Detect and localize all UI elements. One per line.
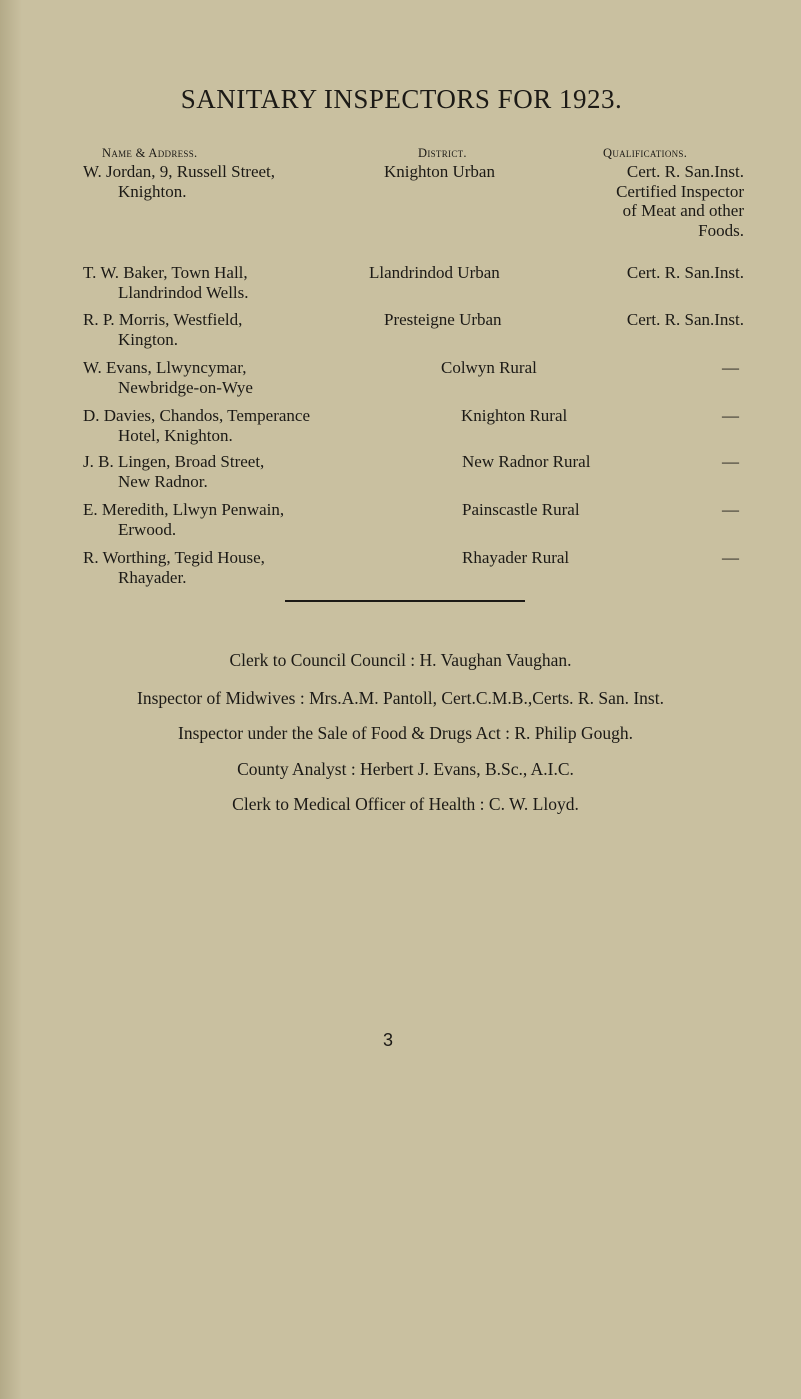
- qualifications: —: [722, 548, 739, 567]
- qualifications: —: [722, 358, 739, 377]
- qualifications: Cert. R. San.Inst.: [626, 263, 744, 282]
- district: Knighton Urban: [384, 162, 495, 181]
- footer-clerk-medical-officer: Clerk to Medical Officer of Health : C. W. Lloyd.: [232, 794, 579, 814]
- inspector-address: Newbridge-on-Wye: [118, 378, 253, 397]
- inspector-name: R. P. Morris, Westfield,: [83, 310, 243, 329]
- qualifications: Cert. R. San.Inst. Certified Inspector of Meat and other Foods.: [616, 162, 744, 240]
- inspector-name: W. Jordan, 9, Russell Street,: [83, 162, 276, 181]
- page-number: 3: [383, 1030, 394, 1050]
- qualifications: —: [722, 500, 739, 519]
- district: Llandrindod Urban: [369, 263, 500, 282]
- district: Painscastle Rural: [462, 500, 580, 519]
- inspector-name: R. Worthing, Tegid House,: [83, 548, 265, 567]
- inspector-address: Knighton.: [118, 182, 187, 201]
- district: Colwyn Rural: [441, 358, 537, 377]
- district: Rhayader Rural: [462, 548, 570, 567]
- qualifications: Cert. R. San.Inst.: [626, 310, 744, 329]
- footer-clerk-to-council: Clerk to Council Council : H. Vaughan Vaughan.: [229, 650, 572, 670]
- header-district: District.: [418, 146, 467, 160]
- inspector-address: Hotel, Knighton.: [118, 426, 233, 445]
- footer-food-drugs-inspector: Inspector under the Sale of Food & Drugs Act : R. Philip Gough.: [178, 723, 633, 743]
- header-name-address: Name & Address.: [102, 146, 198, 160]
- inspector-name: D. Davies, Chandos, Temperance: [83, 406, 310, 425]
- inspector-address: Erwood.: [118, 520, 177, 539]
- qualifications: —: [722, 452, 739, 471]
- footer-inspector-of-midwives: Inspector of Midwives : Mrs.A.M. Pantoll, Cert.C.M.B.,Certs. R. San. Inst.: [137, 688, 664, 708]
- inspector-address: New Radnor.: [118, 472, 208, 491]
- page-title: SANITARY INSPECTORS FOR 1923.: [180, 84, 623, 114]
- inspector-name: T. W. Baker, Town Hall,: [83, 263, 248, 282]
- divider-rule: [285, 600, 525, 602]
- district: Presteigne Urban: [384, 310, 502, 329]
- inspector-name: E. Meredith, Llwyn Penwain,: [83, 500, 285, 519]
- footer-county-analyst: County Analyst : Herbert J. Evans, B.Sc., A.I.C.: [237, 759, 574, 779]
- inspector-address: Llandrindod Wells.: [118, 283, 249, 302]
- qualifications: —: [722, 406, 739, 425]
- inspector-address: Kington.: [118, 330, 178, 349]
- inspector-name: W. Evans, Llwyncymar,: [83, 358, 247, 377]
- inspector-name: J. B. Lingen, Broad Street,: [83, 452, 265, 471]
- header-qualifications: Qualifications.: [603, 146, 688, 160]
- district: Knighton Rural: [461, 406, 568, 425]
- inspector-address: Rhayader.: [118, 568, 187, 587]
- district: New Radnor Rural: [462, 452, 591, 471]
